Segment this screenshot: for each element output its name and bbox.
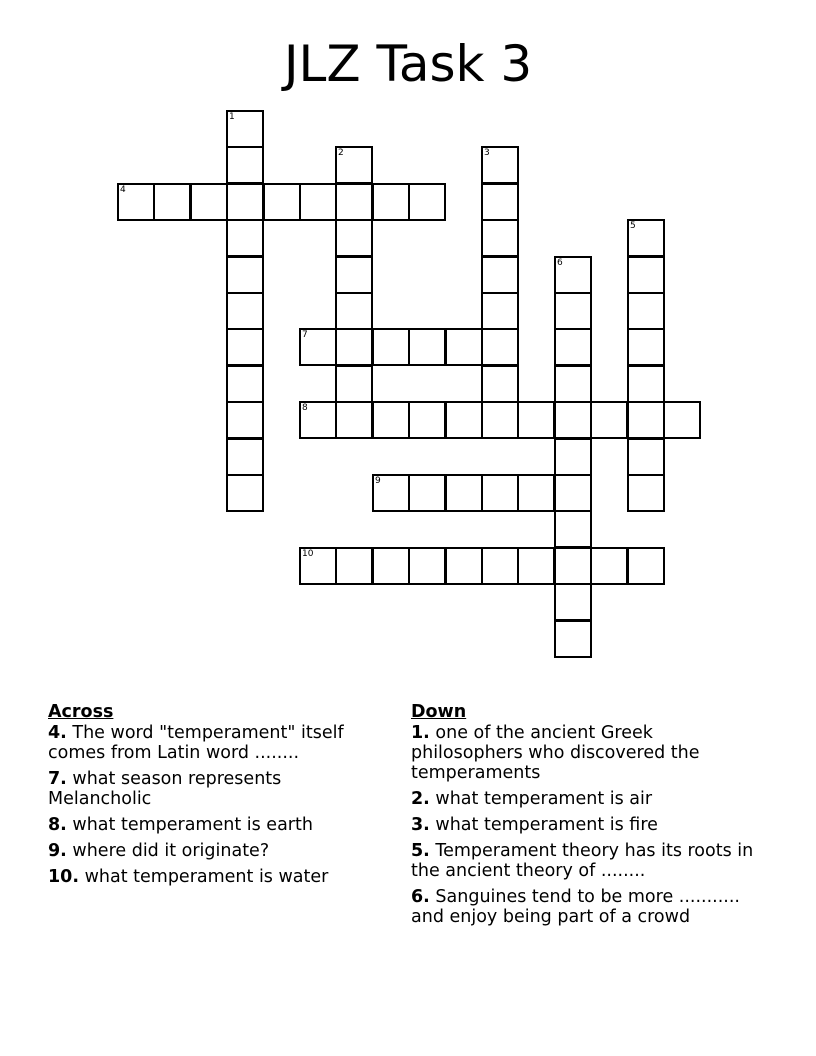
crossword-cell[interactable]	[226, 146, 264, 184]
crossword-cell[interactable]	[226, 256, 264, 294]
crossword-cell[interactable]	[481, 401, 519, 439]
crossword-cell[interactable]	[627, 365, 665, 403]
crossword-cell[interactable]	[481, 219, 519, 257]
crossword-cell[interactable]	[335, 183, 373, 221]
cell-number: 5	[630, 221, 636, 231]
crossword-cell[interactable]	[190, 183, 228, 221]
crossword-cell[interactable]	[408, 328, 446, 366]
crossword-cell[interactable]	[335, 328, 373, 366]
cell-number: 1	[229, 112, 235, 122]
crossword-cell[interactable]	[481, 474, 519, 512]
crossword-cell[interactable]	[481, 328, 519, 366]
cell-number: 7	[302, 330, 308, 340]
crossword-cell[interactable]	[554, 438, 592, 476]
crossword-cell[interactable]	[627, 547, 665, 585]
crossword-cell[interactable]	[226, 328, 264, 366]
cell-number: 9	[375, 476, 381, 486]
crossword-cell[interactable]	[554, 256, 592, 294]
crossword-cell[interactable]	[408, 183, 446, 221]
crossword-cell[interactable]	[226, 474, 264, 512]
across-clue	[48, 867, 378, 887]
crossword-cell[interactable]	[481, 183, 519, 221]
crossword-cell[interactable]	[335, 365, 373, 403]
clue-number: 6.	[411, 887, 430, 907]
down-clue	[411, 789, 766, 809]
crossword-cell[interactable]	[372, 328, 410, 366]
clue-text: one of the ancient Greek philosophers who discovered the temperaments	[411, 723, 700, 783]
crossword-cell[interactable]	[554, 365, 592, 403]
down-clue	[411, 723, 766, 783]
crossword-cell[interactable]	[299, 547, 337, 585]
crossword-cell[interactable]	[554, 401, 592, 439]
crossword-cell[interactable]	[226, 401, 264, 439]
crossword-cell[interactable]	[627, 474, 665, 512]
crossword-cell[interactable]	[481, 547, 519, 585]
clue-text: what temperament is water	[84, 867, 329, 887]
clue-text: where did it originate?	[72, 841, 270, 861]
across-clue	[48, 723, 378, 763]
crossword-cell[interactable]	[408, 401, 446, 439]
crossword-cell[interactable]	[408, 474, 446, 512]
cell-number: 4	[120, 185, 126, 195]
crossword-cell[interactable]	[554, 583, 592, 621]
crossword-cell[interactable]	[590, 547, 628, 585]
crossword-cell[interactable]	[299, 328, 337, 366]
crossword-cell[interactable]	[554, 510, 592, 548]
across-clue	[48, 841, 378, 861]
cell-number: 2	[338, 148, 344, 158]
crossword-cell[interactable]	[372, 183, 410, 221]
crossword-cell[interactable]	[627, 256, 665, 294]
crossword-cell[interactable]	[117, 183, 155, 221]
crossword-cell[interactable]	[481, 256, 519, 294]
crossword-cell[interactable]	[481, 146, 519, 184]
crossword-cell[interactable]	[445, 474, 483, 512]
clue-number: 9.	[48, 841, 67, 861]
crossword-cell[interactable]	[445, 328, 483, 366]
cell-number: 10	[302, 549, 314, 559]
across-clue	[48, 815, 378, 835]
down-heading: Down	[411, 702, 467, 722]
crossword-cell[interactable]	[226, 219, 264, 257]
across-heading: Across	[48, 702, 114, 722]
crossword-cell[interactable]	[226, 365, 264, 403]
crossword-cell[interactable]	[335, 547, 373, 585]
crossword-cell[interactable]	[627, 438, 665, 476]
crossword-cell[interactable]	[445, 401, 483, 439]
clue-text: what season represents Melancholic	[48, 769, 282, 809]
crossword-cell[interactable]	[335, 401, 373, 439]
clue-number: 7.	[48, 769, 67, 789]
crossword-cell[interactable]	[335, 256, 373, 294]
clue-text: Temperament theory has its roots in the ancient theory of ........	[411, 841, 754, 881]
crossword-cell[interactable]	[299, 183, 337, 221]
crossword-cell[interactable]	[372, 474, 410, 512]
clue-text: The word "temperament" itself comes from Latin word ........	[48, 723, 344, 763]
down-clue	[411, 887, 766, 927]
crossword-cell[interactable]	[372, 401, 410, 439]
crossword-cell[interactable]	[226, 110, 264, 148]
clue-text: what temperament is earth	[72, 815, 313, 835]
crossword-cell[interactable]	[663, 401, 701, 439]
across-clue	[48, 769, 378, 809]
crossword-cell[interactable]	[517, 474, 555, 512]
crossword-cell[interactable]	[554, 474, 592, 512]
crossword-cell[interactable]	[226, 183, 264, 221]
cell-number: 6	[557, 258, 563, 268]
crossword-cell[interactable]	[335, 292, 373, 330]
crossword-cell[interactable]	[445, 547, 483, 585]
clue-number: 5.	[411, 841, 430, 861]
crossword-cell[interactable]	[372, 547, 410, 585]
clue-number: 2.	[411, 789, 430, 809]
crossword-cell[interactable]	[554, 292, 592, 330]
crossword-cell[interactable]	[263, 183, 301, 221]
clue-text: what temperament is air	[435, 789, 653, 809]
crossword-cell[interactable]	[590, 401, 628, 439]
cell-number: 3	[484, 148, 490, 158]
crossword-cell[interactable]	[517, 547, 555, 585]
crossword-cell[interactable]	[627, 219, 665, 257]
puzzle-title: JLZ Task 3	[283, 35, 533, 93]
crossword-cell[interactable]	[226, 292, 264, 330]
clue-number: 4.	[48, 723, 67, 743]
crossword-cell[interactable]	[335, 146, 373, 184]
across-clues	[48, 702, 378, 893]
clue-number: 10.	[48, 867, 80, 887]
crossword-cell[interactable]	[226, 438, 264, 476]
crossword-cell[interactable]	[554, 328, 592, 366]
clue-text: what temperament is fire	[435, 815, 658, 835]
crossword-cell[interactable]	[627, 292, 665, 330]
crossword-cell[interactable]	[481, 365, 519, 403]
crossword-cell[interactable]	[627, 401, 665, 439]
crossword-cell[interactable]	[627, 328, 665, 366]
down-clues	[411, 702, 766, 933]
clue-text: Sanguines tend to be more ........... and enjoy being part of a crowd	[411, 887, 740, 927]
crossword-cell[interactable]	[554, 620, 592, 658]
crossword-cell[interactable]	[517, 401, 555, 439]
crossword-cell[interactable]	[153, 183, 191, 221]
clue-number: 1.	[411, 723, 430, 743]
down-clue	[411, 815, 766, 835]
clue-number: 3.	[411, 815, 430, 835]
crossword-cell[interactable]	[554, 547, 592, 585]
clue-number: 8.	[48, 815, 67, 835]
crossword-cell[interactable]	[335, 219, 373, 257]
crossword-cell[interactable]	[299, 401, 337, 439]
crossword-cell[interactable]	[408, 547, 446, 585]
crossword-cell[interactable]	[481, 292, 519, 330]
cell-number: 8	[302, 403, 308, 413]
down-clue	[411, 841, 766, 881]
